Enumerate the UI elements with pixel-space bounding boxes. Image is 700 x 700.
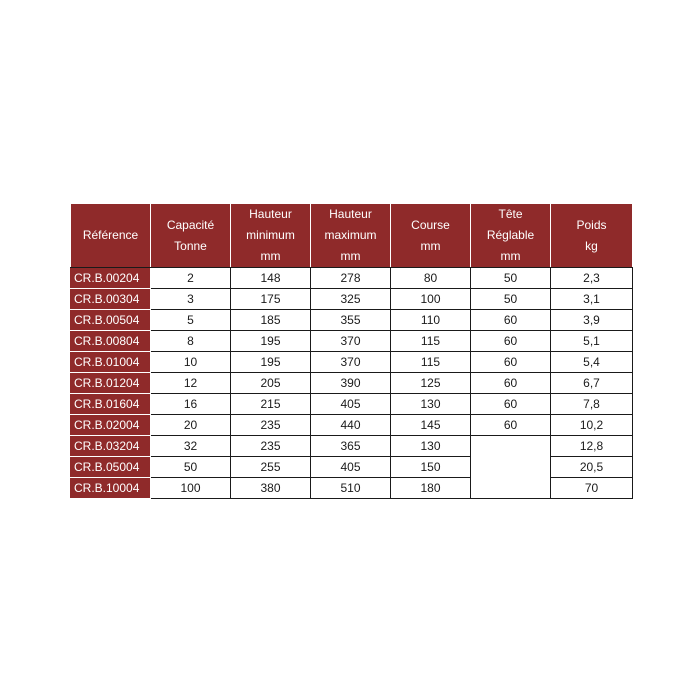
reference-cell: CR.B.03204 bbox=[71, 436, 151, 457]
weight-cell: 3,1 bbox=[551, 289, 633, 310]
max-height-cell: 440 bbox=[311, 415, 391, 436]
max-height-cell: 370 bbox=[311, 331, 391, 352]
max-height-cell: 355 bbox=[311, 310, 391, 331]
min-height-cell: 195 bbox=[231, 331, 311, 352]
reference-cell: CR.B.01004 bbox=[71, 352, 151, 373]
max-height-cell: 390 bbox=[311, 373, 391, 394]
stroke-cell: 110 bbox=[391, 310, 471, 331]
adjustable-head-empty-cell bbox=[471, 436, 551, 499]
weight-cell: 6,7 bbox=[551, 373, 633, 394]
header-capacity bbox=[151, 204, 231, 268]
weight-cell: 20,5 bbox=[551, 457, 633, 478]
reference-cell: CR.B.05004 bbox=[71, 457, 151, 478]
table-row bbox=[71, 289, 633, 310]
header-max-height bbox=[311, 204, 391, 268]
weight-cell: 2,3 bbox=[551, 268, 633, 289]
stroke-cell: 80 bbox=[391, 268, 471, 289]
weight-cell: 3,9 bbox=[551, 310, 633, 331]
header-line: mm bbox=[340, 249, 361, 263]
min-height-cell: 175 bbox=[231, 289, 311, 310]
header-line: Hauteur bbox=[249, 207, 292, 221]
reference-cell: CR.B.01204 bbox=[71, 373, 151, 394]
stroke-cell: 150 bbox=[391, 457, 471, 478]
min-height-cell: 215 bbox=[231, 394, 311, 415]
header-line: mm bbox=[420, 238, 441, 253]
adjustable-head-cell: 60 bbox=[471, 310, 551, 331]
header-line: Course bbox=[411, 217, 450, 232]
header-line: kg bbox=[585, 238, 598, 253]
header-line: Référence bbox=[82, 228, 139, 242]
capacity-cell: 8 bbox=[151, 331, 231, 352]
table-row bbox=[71, 352, 633, 373]
adjustable-head-cell: 60 bbox=[471, 373, 551, 394]
capacity-cell: 32 bbox=[151, 436, 231, 457]
header-line: maximum bbox=[324, 228, 377, 242]
reference-cell: CR.B.01604 bbox=[71, 394, 151, 415]
capacity-cell: 16 bbox=[151, 394, 231, 415]
header-weight bbox=[551, 204, 633, 268]
capacity-cell: 5 bbox=[151, 310, 231, 331]
adjustable-head-cell: 60 bbox=[471, 331, 551, 352]
table-row bbox=[71, 394, 633, 415]
capacity-cell: 12 bbox=[151, 373, 231, 394]
table-row bbox=[71, 373, 633, 394]
header-line: minimum bbox=[246, 228, 295, 242]
max-height-cell: 370 bbox=[311, 352, 391, 373]
capacity-cell: 10 bbox=[151, 352, 231, 373]
max-height-cell: 405 bbox=[311, 394, 391, 415]
stroke-cell: 125 bbox=[391, 373, 471, 394]
reference-cell: CR.B.00504 bbox=[71, 310, 151, 331]
table-row bbox=[71, 310, 633, 331]
header-line: Réglable bbox=[486, 228, 535, 242]
stroke-cell: 100 bbox=[391, 289, 471, 310]
adjustable-head-cell: 60 bbox=[471, 352, 551, 373]
stroke-cell: 130 bbox=[391, 436, 471, 457]
max-height-cell: 405 bbox=[311, 457, 391, 478]
table-row bbox=[71, 268, 633, 289]
max-height-cell: 510 bbox=[311, 478, 391, 499]
table-row bbox=[71, 331, 633, 352]
specifications-table bbox=[70, 203, 633, 499]
header-reference bbox=[71, 204, 151, 268]
header-line: Hauteur bbox=[329, 207, 372, 221]
max-height-cell: 365 bbox=[311, 436, 391, 457]
weight-cell: 5,1 bbox=[551, 331, 633, 352]
reference-cell: CR.B.00304 bbox=[71, 289, 151, 310]
min-height-cell: 195 bbox=[231, 352, 311, 373]
stroke-cell: 115 bbox=[391, 331, 471, 352]
header-line: Tête bbox=[498, 207, 523, 221]
weight-cell: 12,8 bbox=[551, 436, 633, 457]
stroke-cell: 130 bbox=[391, 394, 471, 415]
header-adjustable-head bbox=[471, 204, 551, 268]
header-line: mm bbox=[260, 249, 281, 263]
min-height-cell: 380 bbox=[231, 478, 311, 499]
weight-cell: 5,4 bbox=[551, 352, 633, 373]
stroke-cell: 115 bbox=[391, 352, 471, 373]
header-line: Poids bbox=[576, 217, 607, 232]
table-row bbox=[71, 436, 633, 457]
weight-cell: 7,8 bbox=[551, 394, 633, 415]
header-line: Capacité bbox=[166, 217, 215, 232]
stroke-cell: 180 bbox=[391, 478, 471, 499]
reference-cell: CR.B.00804 bbox=[71, 331, 151, 352]
reference-cell: CR.B.02004 bbox=[71, 415, 151, 436]
capacity-cell: 3 bbox=[151, 289, 231, 310]
max-height-cell: 325 bbox=[311, 289, 391, 310]
stroke-cell: 145 bbox=[391, 415, 471, 436]
capacity-cell: 2 bbox=[151, 268, 231, 289]
header-stroke bbox=[391, 204, 471, 268]
min-height-cell: 235 bbox=[231, 436, 311, 457]
weight-cell: 10,2 bbox=[551, 415, 633, 436]
reference-cell: CR.B.00204 bbox=[71, 268, 151, 289]
adjustable-head-cell: 50 bbox=[471, 289, 551, 310]
capacity-cell: 100 bbox=[151, 478, 231, 499]
adjustable-head-cell: 60 bbox=[471, 394, 551, 415]
max-height-cell: 278 bbox=[311, 268, 391, 289]
min-height-cell: 205 bbox=[231, 373, 311, 394]
weight-cell: 70 bbox=[551, 478, 633, 499]
reference-cell: CR.B.10004 bbox=[71, 478, 151, 499]
min-height-cell: 185 bbox=[231, 310, 311, 331]
min-height-cell: 148 bbox=[231, 268, 311, 289]
adjustable-head-cell: 50 bbox=[471, 268, 551, 289]
min-height-cell: 235 bbox=[231, 415, 311, 436]
table-row bbox=[71, 415, 633, 436]
table-header-row bbox=[71, 204, 633, 268]
capacity-cell: 20 bbox=[151, 415, 231, 436]
adjustable-head-cell: 60 bbox=[471, 415, 551, 436]
capacity-cell: 50 bbox=[151, 457, 231, 478]
header-line: mm bbox=[500, 249, 521, 263]
min-height-cell: 255 bbox=[231, 457, 311, 478]
header-min-height bbox=[231, 204, 311, 268]
header-line: Tonne bbox=[174, 238, 207, 253]
